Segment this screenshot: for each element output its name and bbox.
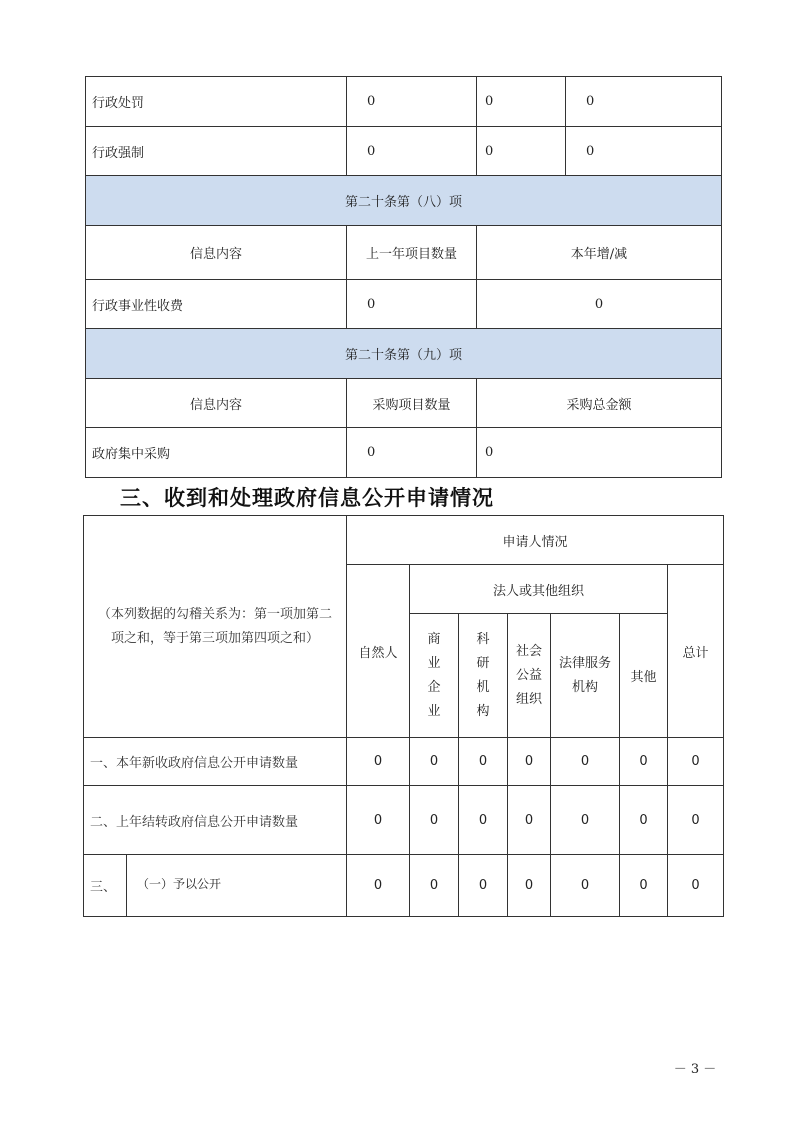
row-label-new-requests: 一、本年新收政府信息公开申请数量: [83, 737, 347, 786]
header-business: 商业企业: [409, 613, 459, 738]
cell-value: 0: [619, 737, 668, 786]
cell-value: 0: [619, 854, 668, 917]
cell-value: 0: [346, 737, 410, 786]
header-last-year-count: 上一年项目数量: [346, 225, 477, 280]
page-number: － 3 －: [673, 1062, 717, 1077]
cell-value: 0: [507, 785, 551, 855]
header-info-content: 信息内容: [85, 378, 347, 428]
cell-value: 0: [619, 785, 668, 855]
section-9-title: 第二十条第（九）项: [85, 328, 722, 379]
cell-value: 0: [458, 737, 508, 786]
cell-value: 0: [550, 785, 620, 855]
cell-value: 0: [346, 279, 477, 329]
row-label-enforcement: 行政强制: [85, 126, 347, 176]
cell-value: 0: [458, 785, 508, 855]
row-label-fees: 行政事业性收费: [85, 279, 347, 329]
header-legal-org: 法人或其他组织: [409, 564, 668, 614]
cell-value: 0: [667, 737, 724, 786]
cell-value: 0: [507, 854, 551, 917]
cell-value: 0: [346, 76, 477, 127]
row-label-procurement: 政府集中采购: [85, 427, 347, 478]
cell-value: 0: [476, 126, 566, 176]
header-change: 本年增/减: [476, 225, 722, 280]
cell-value: 0: [346, 854, 410, 917]
section-3-heading: 三、收到和处理政府信息公开申请情况: [120, 486, 494, 510]
cell-value: 0: [346, 785, 410, 855]
cell-value: 0: [550, 737, 620, 786]
header-public-welfare: 社会公益组织: [507, 613, 551, 738]
cell-value: 0: [550, 854, 620, 917]
cell-value: 0: [667, 854, 724, 917]
header-applicant: 申请人情况: [346, 515, 724, 565]
cell-value: 0: [409, 785, 459, 855]
header-legal-services: 法律服务机构: [550, 613, 620, 738]
cell-value: 0: [458, 854, 508, 917]
row-label-disclosed: （一）予以公开: [126, 854, 347, 917]
row-label-carryover-requests: 二、上年结转政府信息公开申请数量: [83, 785, 347, 855]
header-natural-person: 自然人: [346, 564, 410, 738]
cell-value: 0: [667, 785, 724, 855]
row-prefix-results: 三、: [83, 854, 127, 917]
cell-value: 0: [409, 737, 459, 786]
cell-value: 0: [346, 126, 477, 176]
cell-value: 0: [476, 427, 722, 478]
reconciliation-note: （本列数据的勾稽关系为：第一项加第二项之和，等于第三项加第四项之和）: [83, 515, 347, 738]
cell-value: 0: [476, 76, 566, 127]
header-procurement-amount: 采购总金额: [476, 378, 722, 428]
header-research: 科研机构: [458, 613, 508, 738]
cell-value: 0: [476, 279, 722, 329]
header-procurement-count: 采购项目数量: [346, 378, 477, 428]
cell-value: 0: [507, 737, 551, 786]
section-8-title: 第二十条第（八）项: [85, 175, 722, 226]
header-other: 其他: [619, 613, 668, 738]
header-info-content: 信息内容: [85, 225, 347, 280]
cell-value: 0: [565, 126, 722, 176]
cell-value: 0: [565, 76, 722, 127]
row-label-penalty: 行政处罚: [85, 76, 347, 127]
cell-value: 0: [346, 427, 477, 478]
cell-value: 0: [409, 854, 459, 917]
header-total: 总计: [667, 564, 724, 738]
